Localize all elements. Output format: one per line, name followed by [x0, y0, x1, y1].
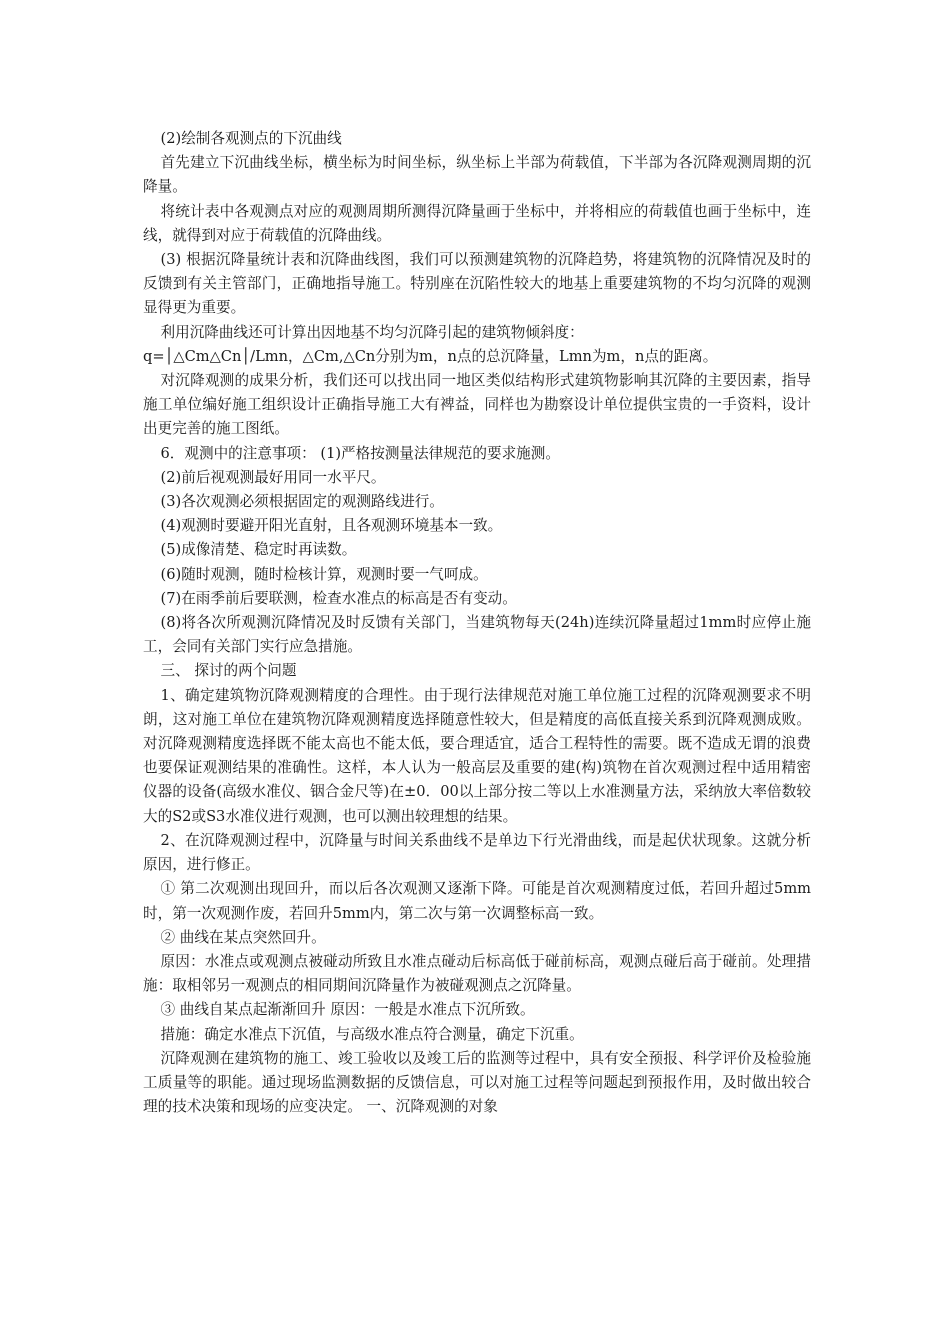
paragraph-2: 首先建立下沉曲线坐标，横坐标为时间坐标，纵坐标上半部为荷载值，下半部为各沉降观测周期的沉降量。 [143, 154, 811, 196]
note-item-3: (3)各次观测必须根据固定的观测路线进行。 [160, 493, 444, 511]
paragraph-5: 利用沉降曲线还可计算出因地基不均匀沉降引起的建筑物倾斜度： [160, 323, 584, 341]
note-item-2: (2)前后视观测最好用同一水平尺。 [160, 468, 386, 486]
case-item-1: ① 第二次观测出现回升，而以后各次观测又逐渐下降。可能是首次观测精度过低，若回升超过5mm时，第一次观测作废，若回升5mm内，第二次与第一次调整标高一致。 [143, 880, 811, 922]
section-heading-3: 三、 探讨的两个问题 [160, 662, 297, 680]
case-item-2: ② 曲线在某点突然回升。 [160, 928, 326, 946]
paragraph-1: (2)绘制各观测点的下沉曲线 [160, 130, 342, 147]
note-item-4: (4)观测时要避开阳光直射，且各观测环境基本一致。 [160, 517, 503, 535]
notes-heading: 6．观测中的注意事项： (1)严格按测量法律规范的要求施测。 [160, 444, 560, 462]
case-2-cause: 原因：水准点或观测点被碰动所致且水准点碰动后标高低于碰前标高，观测点碰后高于碰前。处理措施：取相邻另一观测点的相同期间沉降量作为被碰观测点之沉降量。 [143, 952, 811, 995]
document-page [143, 127, 811, 1119]
paragraph-7: 对沉降观测的成果分析，我们还可以找出同一地区类似结构形式建筑物影响其沉降的主要因素，指导施工单位编好施工组织设计正确指导施工大有裨益，同样也为勘察设计单位提供宝贵的一手资料，设计出更完善的施工图纸。 [143, 372, 811, 438]
paragraph-4: (3) 根据沉降量统计表和沉降曲线图，我们可以预测建筑物的沉降趋势，将建筑物的沉降情况及时的反馈到有关主管部门，正确地指导施工。特别座在沉陷性较大的地基上重要建筑物的不均匀沉降的观测显得更为重要。 [143, 251, 811, 317]
note-item-8: (8)将各次所观测沉降情况及时反馈有关部门，当建筑物每天(24h)连续沉降量超过1mm时应停止施工，会同有关部门实行应急措施。 [143, 614, 811, 656]
case-3-measure: 措施：确定水准点下沉值，与高级水准点符合测量，确定下沉重。 [160, 1025, 584, 1043]
paragraph-issue-1: 1、确定建筑物沉降观测精度的合理性。由于现行法律规范对施工单位施工过程的沉降观测要求不明朗，这对施工单位在建筑物沉降观测精度选择随意性较大，但是精度的高低直接关系到沉降观测成败。对沉降观测精度选择既不能太高也不能太低，要合理适宜，适合工程特性的需要。既不造成无谓的浪费也要保证观测结果的准确性。这样，本人认为一般高层及重要的建(构)筑物在首次观测过程中适用精密仪器的设备(高级水准仪、铟合金尺等)在±0．00以上部分按二等以上水准测量方法，采纳放大率倍数较大的S2或S3水准仪进行观测，也可以测出较理想的结果。 [143, 686, 811, 825]
closing-paragraph: 沉降观测在建筑物的施工、竣工验收以及竣工后的监测等过程中，具有安全预报、科学评价及检验施工质量等的职能。通过现场监测数据的反馈信息，可以对施工过程等问题起到预报作用，及时做出较合理的技术决策和现场的应变决定。 一、沉降观测的对象 [143, 1049, 811, 1116]
formula-line: q=│△Cm△Cn│/Lmn，△Cm,△Cn分别为m，n点的总沉降量，Lmn为m，n点的距离。 [143, 347, 718, 365]
case-item-3: ③ 曲线自某点起渐渐回升 原因：一般是水准点下沉所致。 [160, 1001, 535, 1019]
note-item-6: (6)随时观测，随时检核计算，观测时要一气呵成。 [160, 565, 488, 583]
note-item-7: (7)在雨季前后要联测，检查水准点的标高是否有变动。 [160, 589, 517, 607]
paragraph-issue-2: 2、在沉降观测过程中，沉降量与时间关系曲线不是单边下行光滑曲线，而是起伏状现象。这就分析原因，进行修正。 [143, 831, 811, 874]
paragraph-3: 将统计表中各观测点对应的观测周期所测得沉降量画于坐标中，并将相应的荷载值也画于坐标中，连线，就得到对应于荷载值的沉降曲线。 [143, 202, 811, 244]
note-item-5: (5)成像清楚、稳定时再读数。 [160, 541, 357, 559]
